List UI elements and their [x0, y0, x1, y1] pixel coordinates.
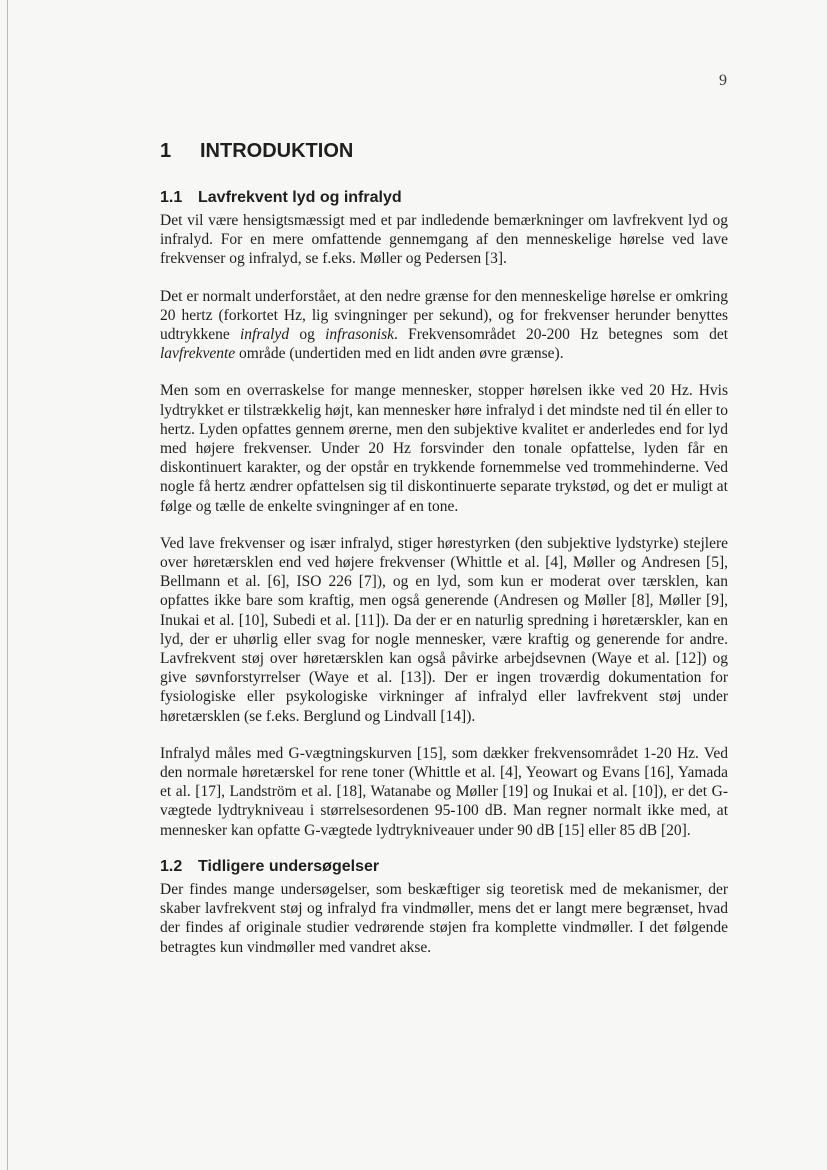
page-edge-rule	[7, 0, 8, 1170]
document-body	[160, 140, 728, 975]
paragraph-1: Det vil være hensigtsmæssigt med et par indledende bemærkninger om lavfrekvent lyd og infralyd. For en mere omfattende gennemgang af den menneskelige hørelse ved lave frekvenser og infralyd, se f.eks. Møller og Pedersen [3].	[160, 212, 728, 268]
section-heading-1-1	[160, 189, 728, 207]
section-title: Tidligere undersøgelser	[198, 857, 380, 875]
paragraph-4: Ved lave frekvenser og især infralyd, stiger hørestyrken (den subjektive lydstyrke) stejlere over høretærsklen end ved højere frekvenser (Whittle et al. [4], Møller og Andresen [5], Bellmann et al. [6], ISO 226 [7]), og en lyd, som kun er moderat over tærsklen, kan opfattes ikke bare som kraftig, men også generende (Andresen og Møller [8], Møller [9], Inukai et al. [10], Subedi et al. [11]). Da der er en naturlig spredning i høretærskler, kan en lyd, der er uhørlig eller svag for nogle mennesker, være kraftig og generende for andre. Lavfrekvent støj over høretærsklen kan også påvirke arbejdsevnen (Waye et al. [12]) og give søvnforstyrrelser (Waye et al. [13]). Der er ingen troværdig dokumentation for fysiologiske eller psykologiske virkninger af infralyd eller lavfrekvent støj under høretærsklen (se f.eks. Berglund og Lindvall [14]).	[160, 534, 728, 725]
chapter-heading	[160, 140, 728, 163]
section-number: 1.2	[160, 857, 183, 875]
term-infrasonisk: infrasonisk	[325, 326, 394, 344]
section-title: Lavfrekvent lyd og infralyd	[198, 189, 402, 206]
term-infralyd: infralyd	[239, 326, 290, 344]
section-heading-1-2	[160, 858, 728, 876]
paragraph-3: Men som en overraskelse for mange mennesker, stopper hørelsen ikke ved 20 Hz. Hvis lydtrykket er tilstrækkelig højt, kan mennesker høre infralyd i det mindste ned til én eller to hertz. Lyden opfattes gennem ørerne, men den subjektive kvalitet er anderledes end for lyd med højere frekvenser. Under 20 Hz forsvinder den tonale opfattelse, lyden får en diskontinuert karakter, og der opstår en trykkende fornemmelse ved trommehinderne. Ved nogle få hertz ændrer opfattelsen sig til diskontinuerte separate trykstød, og det er muligt at følge og tælle de enkelte svingninger af en tone.	[160, 382, 728, 515]
chapter-number: 1	[160, 140, 172, 162]
paragraph-6: Der findes mange undersøgelser, som beskæftiger sig teoretisk med de mekanismer, der skaber lavfrekvent støj og infralyd fra vindmøller, mens det er langt mere begrænset, hvad der findes af originale studier vedrørende støjen fra komplette vindmøller. I det følgende betragtes kun vindmøller med vandret akse.	[160, 880, 728, 956]
term-lavfrekvente: lavfrekvente	[160, 345, 236, 363]
paragraph-5: Infralyd måles med G-vægtningskurven [15], som dækker frekvensområdet 1-20 Hz. Ved den normale høretærskel for rene toner (Whittle et al. [4], Yeowart og Evans [16], Yamada et al. [17], Landström et al. [18], Watanabe og Møller [19] og Inukai et al. [10]), er det G-vægtede lydtrykniveau i størrelsesordenen 95-100 dB. Man regner normalt ikke med, at mennesker kan opfatte G-vægtede lydtrykniveauer under 90 dB [15] eller 85 dB [20].	[160, 744, 728, 839]
section-number: 1.1	[160, 189, 183, 206]
chapter-title: INTRODUKTION	[200, 140, 354, 162]
page-number: 9	[719, 72, 727, 89]
paragraph-2: Det er normalt underforstået, at den nedre grænse for den menneskelige hørelse er omkring 20 hertz (forkortet Hz, lig svingninger per sekund), og for frekvenser herunder benyttes udtrykkene infralyd og infrasonisk. Frekvensområdet 20-200 Hz betegnes som det lavfrekvente område (undertiden med en lidt anden øvre grænse).	[160, 287, 728, 363]
